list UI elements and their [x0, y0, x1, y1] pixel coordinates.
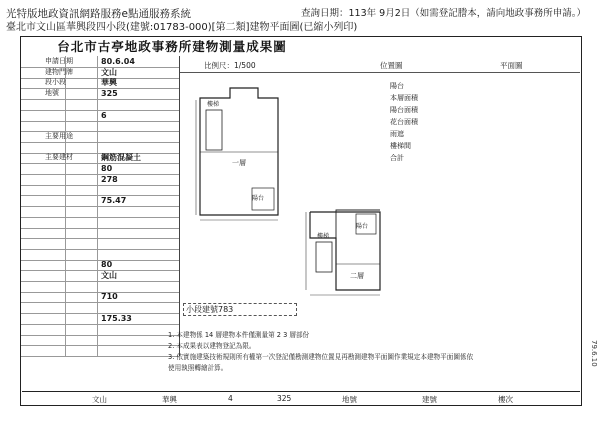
upper-stair	[206, 110, 222, 150]
dimension-lines	[196, 100, 380, 295]
row-value: 80	[101, 164, 113, 173]
row-label: 主要用途	[45, 131, 73, 140]
stamp-note: 小段建號783	[183, 303, 297, 316]
row-value: 175.33	[101, 313, 132, 323]
row-value: 文山	[101, 67, 117, 77]
row-value: 6	[101, 110, 107, 120]
row-label: 段小段	[45, 78, 66, 87]
row-label: 申請日期	[45, 57, 73, 65]
legend-item: 本層面積	[390, 94, 418, 102]
lower-floor-wall	[310, 212, 380, 290]
lower-room-label: 二層	[350, 272, 364, 280]
upper-balcony-label: 陽台	[252, 195, 265, 202]
row-value: 80	[101, 260, 113, 270]
row-value: 80.6.04	[101, 57, 135, 66]
footer-subsection: 4	[228, 394, 233, 403]
side-date: 79.6.10	[590, 340, 598, 367]
query-date: 查詢日期：113年 9月2日（如需登記謄本，請向地政事務所申請。）	[301, 8, 586, 19]
legend-item: 樓梯間	[390, 142, 411, 150]
footer-floor-label: 樓次	[498, 395, 513, 404]
footer-section: 華興	[162, 395, 177, 404]
note-line: 2. 本成果表以建物登記為限。	[168, 342, 256, 350]
footer-parcel: 325	[277, 394, 292, 403]
row-value: 325	[101, 89, 118, 99]
note-line: 1. 本建物係 14 層建物本件僅測量第 2 3 層部份	[168, 331, 310, 339]
location-label: 位置圖	[380, 61, 403, 70]
area-label: 平面圖	[500, 61, 523, 70]
row-label: 地號	[45, 89, 59, 98]
footer-district: 文山	[92, 395, 107, 404]
row-value: 710	[101, 292, 118, 302]
upper-room-label: 一層	[232, 159, 246, 167]
row-label: 主要建材	[45, 153, 73, 162]
page-title: 光特版地政資訊網路服務e點通服務系統	[6, 8, 191, 20]
lower-floor-outline	[310, 210, 380, 290]
upper-stair-label: 樓梯	[207, 101, 220, 108]
footer-parcel-label: 地號	[342, 395, 357, 404]
legend-item: 雨遮	[390, 130, 404, 138]
row-value: 華興	[101, 78, 117, 88]
scale-label: 比例尺：1/500	[204, 61, 256, 70]
legend-item: 陽台	[390, 82, 404, 90]
row-value: 75.47	[101, 196, 127, 206]
lower-stair	[316, 242, 332, 272]
legend-item: 合計	[390, 154, 404, 162]
lower-balcony-label: 陽台	[356, 223, 369, 230]
legend-item: 花台面積	[390, 118, 418, 126]
row-label: 建物門牌	[45, 67, 73, 76]
plan-heading: 台北市古亭地政事務所建物測量成果圖	[57, 39, 287, 54]
note-line: 3. 依實施建築技術規則所有權第一次登記僅勘測建物位置見再勘測建物平面圖作業規定本建物平面圖係依	[168, 353, 474, 361]
row-value: 鋼筋混凝土	[101, 153, 141, 163]
lower-stair-label: 樓梯	[317, 233, 330, 240]
note-line: 使用執照轉繪計算。	[168, 364, 228, 372]
page-subtitle: 臺北市文山區華興段四小段(建號:01783-000)[第二類]建物平面圖(已縮小列印)	[6, 22, 358, 33]
row-value: 文山	[101, 271, 117, 280]
footer-building-label: 建號	[422, 395, 437, 404]
row-value: 278	[101, 174, 118, 184]
legend-item: 陽台面積	[390, 106, 418, 114]
